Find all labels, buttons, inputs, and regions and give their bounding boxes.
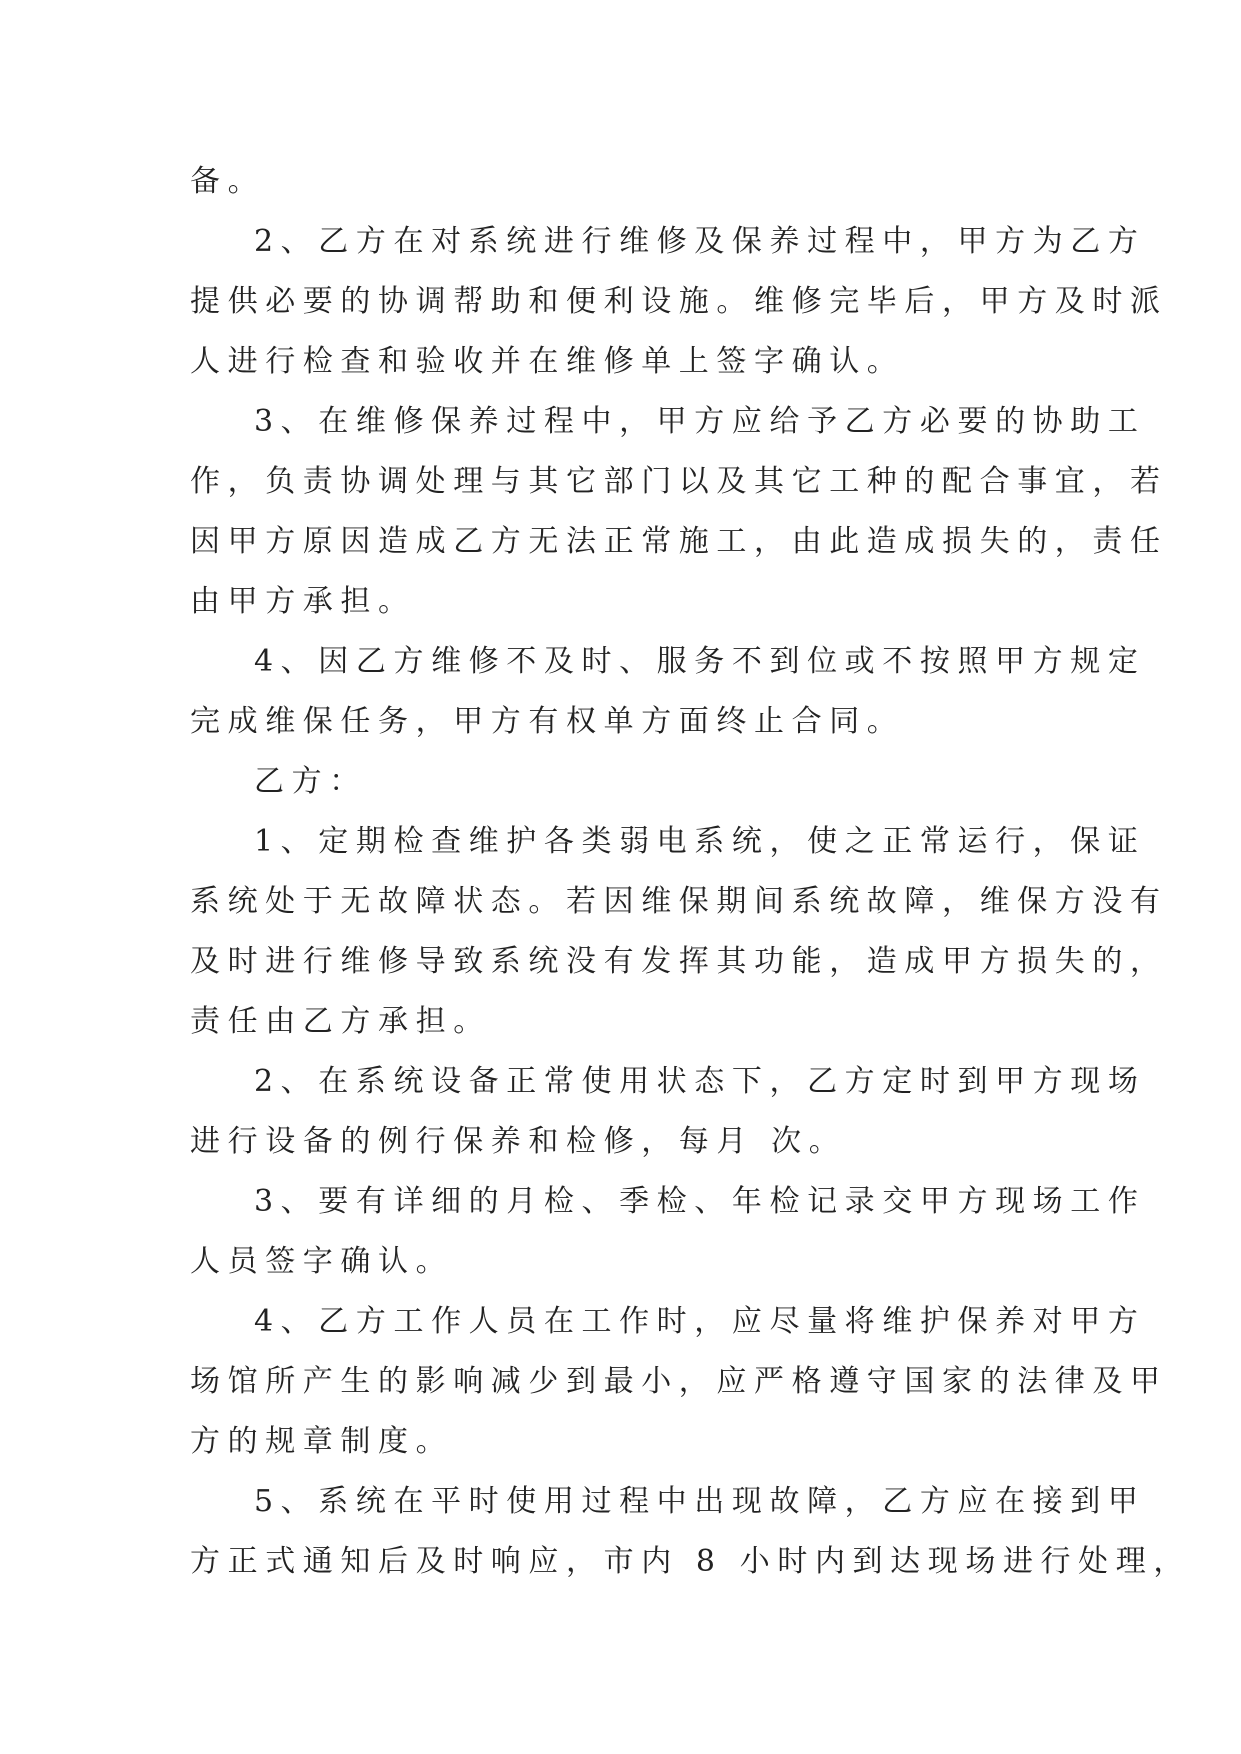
text-line: 责任由乙方承担。 xyxy=(190,1004,491,1039)
text-line: 1、定期检查维护各类弱电系统，使之正常运行，保证 xyxy=(254,824,1146,859)
text-line: 2、在系统设备正常使用状态下，乙方定时到甲方现场 xyxy=(254,1064,1146,1099)
text-line: 系统处于无故障状态。若因维保期间系统故障，维保方没有 xyxy=(190,884,1168,919)
text-line: 场馆所产生的影响减少到最小，应严格遵守国家的法律及甲 xyxy=(190,1364,1168,1399)
text-line: 方正式通知后及时响应，市内 8 小时内到达现场进行处理， xyxy=(190,1544,1191,1579)
text-line: 及时进行维修导致系统没有发挥其功能，造成甲方损失的， xyxy=(190,944,1168,979)
text-line: 人员签字确认。 xyxy=(190,1244,454,1279)
text-line: 完成维保任务，甲方有权单方面终止合同。 xyxy=(190,704,905,739)
text-line: 因甲方原因造成乙方无法正常施工，由此造成损失的，责任 xyxy=(190,524,1168,559)
document-page xyxy=(190,160,1191,1600)
text-line: 作，负责协调处理与其它部门以及其它工种的配合事宜，若 xyxy=(190,464,1168,499)
text-line: 人进行检查和验收并在维修单上签字确认。 xyxy=(190,344,905,379)
text-line: 备。 xyxy=(190,164,266,199)
text-line: 由甲方承担。 xyxy=(190,584,416,619)
text-line: 4、因乙方维修不及时、服务不到位或不按照甲方规定 xyxy=(254,644,1146,679)
text-line: 4、乙方工作人员在工作时，应尽量将维护保养对甲方 xyxy=(254,1304,1146,1339)
text-line: 提供必要的协调帮助和便利设施。维修完毕后，甲方及时派 xyxy=(190,284,1168,319)
text-line: 进行设备的例行保养和检修，每月 次。 xyxy=(190,1124,847,1159)
text-line: 3、要有详细的月检、季检、年检记录交甲方现场工作 xyxy=(254,1184,1146,1219)
text-line: 5、系统在平时使用过程中出现故障，乙方应在接到甲 xyxy=(254,1484,1146,1519)
text-line: 3、在维修保养过程中，甲方应给予乙方必要的协助工 xyxy=(254,404,1146,439)
section-heading: 乙方： xyxy=(254,764,367,799)
text-line: 方的规章制度。 xyxy=(190,1424,454,1459)
text-line: 2、乙方在对系统进行维修及保养过程中，甲方为乙方 xyxy=(254,224,1146,259)
